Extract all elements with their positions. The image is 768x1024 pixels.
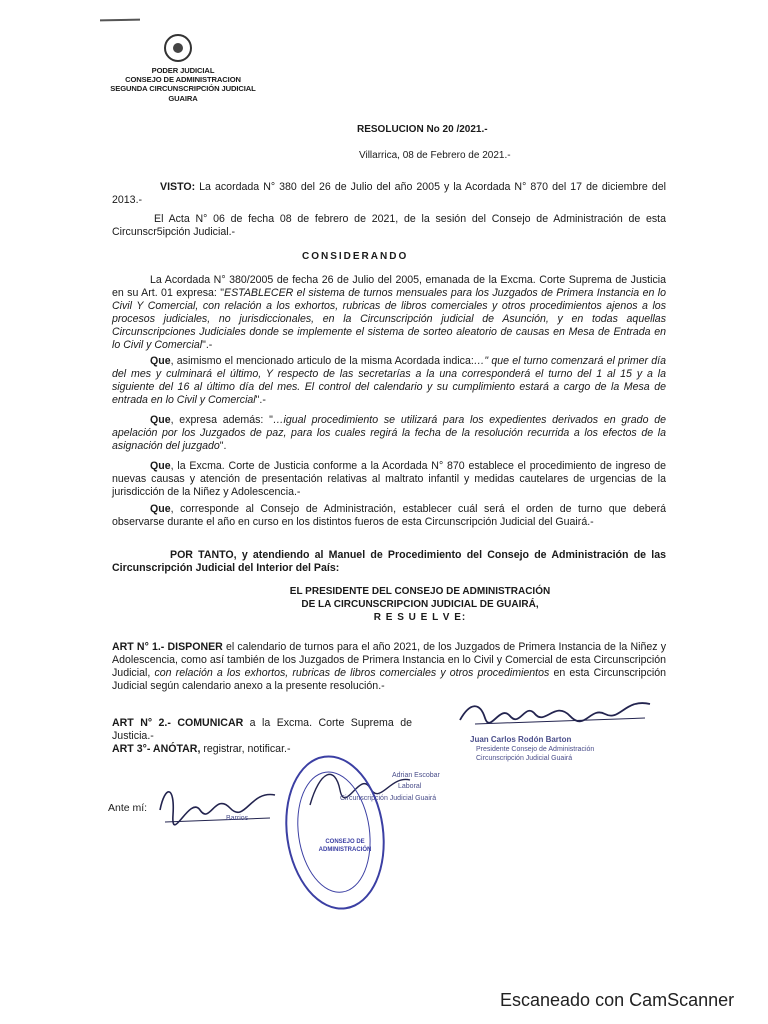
presidente-line-2: DE LA CIRCUNSCRIPCION JUDICIAL DE GUAIRÁ,	[301, 599, 539, 610]
p2-end: ".-	[255, 394, 266, 406]
article-1	[112, 641, 666, 693]
p2-text: , asimismo el mencionado articulo de la misma Acordada indica:	[170, 355, 474, 367]
resolution-date: Villarrica, 08 de Febrero de 2021.-	[359, 150, 511, 161]
art1-text: el calendario de turnos para el año 2021, de los Juzgados de Primera Instancia de la Niñez y Adolescencia, como así también de los Juzgados de Primera Instancia en lo Civil y Comercial de esta Circunscripción Judicial,	[112, 641, 666, 679]
letterhead	[108, 66, 258, 103]
article-3	[112, 743, 412, 756]
considerando-paragraph-2	[112, 355, 666, 407]
art1-label: ART N° 1.- DISPONER	[112, 641, 223, 653]
letterhead-line: SEGUNDA CIRCUNSCRIPCIÓN JUDICIAL	[110, 84, 256, 94]
por-tanto-paragraph: POR TANTO, y atendiendo al Manuel de Procedimiento del Consejo de Administración de las Circunscripción Judicial del Interior del País:	[112, 549, 666, 574]
ante-mi-label: Ante mí:	[108, 802, 148, 814]
p4-label: Que	[150, 460, 171, 472]
letterhead-line: PODER JUDICIAL	[151, 66, 215, 75]
camscanner-watermark: Escaneado con CamScanner	[500, 990, 735, 1010]
stamp-text: CONSEJO DE ADMINISTRACIÓN	[318, 839, 372, 853]
sig1-role-1: Presidente Consejo de Administración	[476, 746, 595, 753]
sig3-name: Barrios	[226, 815, 249, 822]
visto-text: La acordada N° 380 del 26 de Julio del año 2005 y la Acordada N° 870 del 17 de diciembre del 2013.-	[112, 181, 666, 206]
presidente-line-1: EL PRESIDENTE DEL CONSEJO DE ADMINISTRACIÓN	[289, 586, 551, 597]
art3-label: ART 3°- ANÓTAR,	[112, 743, 201, 755]
p3-text: , expresa además: "	[170, 414, 273, 426]
acta-text: El Acta N° 06 de fecha 08 de febrero de 2021, de la sesión del Consejo de Administración de esta Circunscr5ipción Judicial.-	[112, 213, 666, 238]
poder-judicial-seal-icon	[164, 34, 192, 62]
sig2-role-2: Circunscripción Judicial Guairá	[340, 795, 437, 802]
sig1-role-2: Circunscripción Judicial Guairá	[476, 755, 573, 762]
p1-end: ".-	[202, 339, 213, 351]
stamp-inner-ring	[290, 767, 378, 898]
visto-paragraph	[112, 181, 666, 207]
sig2-role-1: Laboral	[398, 783, 422, 790]
p1-quote: ESTABLECER el sistema de turnos mensuales para los Juzgados de Primera Instancia en lo Civil Y Comercial, con relación a los exhortos, rubricas de libros comerciales y otros procedimientos ajenos a los procesos judiciales, no jurisdiccionales, en la Circunscripción judicial de Asunción, y en todas aquellas Circunscripciones Judiciales donde se implemente el sistema de sorteo aleatorio de causas en Mesa de Entrada en lo Civil y Comercial	[112, 287, 666, 351]
considerando-paragraph-3	[112, 414, 666, 453]
art3-text: registrar, notificar.-	[200, 743, 291, 755]
art2-text: a la Excma. Corte Suprema de Justicia.-	[112, 717, 412, 742]
p3-label: Que	[150, 414, 171, 426]
article-2	[112, 717, 412, 743]
p2-label: Que	[150, 355, 171, 367]
p2-quote: …" que el turno comenzará el primer día del mes y culminará el último, Y respecto de las secretarías a la una corresponderá el turno del 1 al 15 y a la siguiente del 16 al último día del mes. El control del calendario y su cumplimiento estará a cargo de la Mesa de entrada en lo Civil y Comercial	[112, 355, 666, 406]
visto-label: VISTO:	[160, 181, 196, 193]
president-signature	[455, 692, 655, 732]
considerando-paragraph-5	[112, 503, 666, 529]
ante-mi-signature	[155, 780, 280, 830]
scan-mark	[100, 19, 140, 22]
acta-paragraph	[112, 213, 666, 239]
considerando-paragraph-1	[112, 274, 666, 352]
sig1-name: Juan Carlos Rodón Barton	[470, 735, 572, 744]
letterhead-line: GUAIRA	[168, 93, 198, 103]
p3-quote: …igual procedimiento se utilizará para los expedientes derivados en grado de apelación por los Juzgados de paz, para los cuales regirá la fecha de la resolución recurrida a los efectos de la asignación del juzgado	[112, 414, 666, 452]
p5-text: , corresponde al Consejo de Administración, establecer cuál será el orden de turno que deberá observarse durante el año en curso en los distintos fueros de esta Circunscripción Judicial del Guairá.-	[112, 503, 666, 528]
p1-text: La Acordada N° 380/2005 de fecha 26 de Julio del 2005, emanada de la Excma. Corte Suprema de Justicia en su Art. 01 expresa: "	[112, 274, 666, 299]
resolution-title: RESOLUCION No 20 /2021.-	[357, 124, 488, 135]
considerando-heading: CONSIDERANDO	[302, 251, 409, 262]
art2-label: ART N° 2.- COMUNICAR	[112, 717, 244, 729]
p3-end: ".	[219, 440, 227, 452]
art1-italic: con relación a los exhortos, rubricas de libros comerciales y otros procedimientos	[154, 667, 550, 679]
considerando-paragraph-4	[112, 460, 666, 499]
sig2-name: Adrian Escobar	[392, 772, 440, 779]
p4-text: , la Excma. Corte de Justicia conforme a la Acordada N° 870 establece el procedimiento de ingreso de nuevas causas y atención de presentación relativas al maltrato infantil y medidas cautelares de urgencias de la jurisdicción de la Niñez y Adolescencia.-	[112, 460, 666, 498]
letterhead-line: CONSEJO DE ADMINISTRACION	[125, 75, 241, 85]
p5-label: Que	[150, 503, 171, 515]
art1-end: en esta Circunscripción Judicial según calendario anexo a la presente resolución.-	[112, 667, 666, 692]
resuelve-heading: R E S U E L V E:	[373, 612, 467, 623]
